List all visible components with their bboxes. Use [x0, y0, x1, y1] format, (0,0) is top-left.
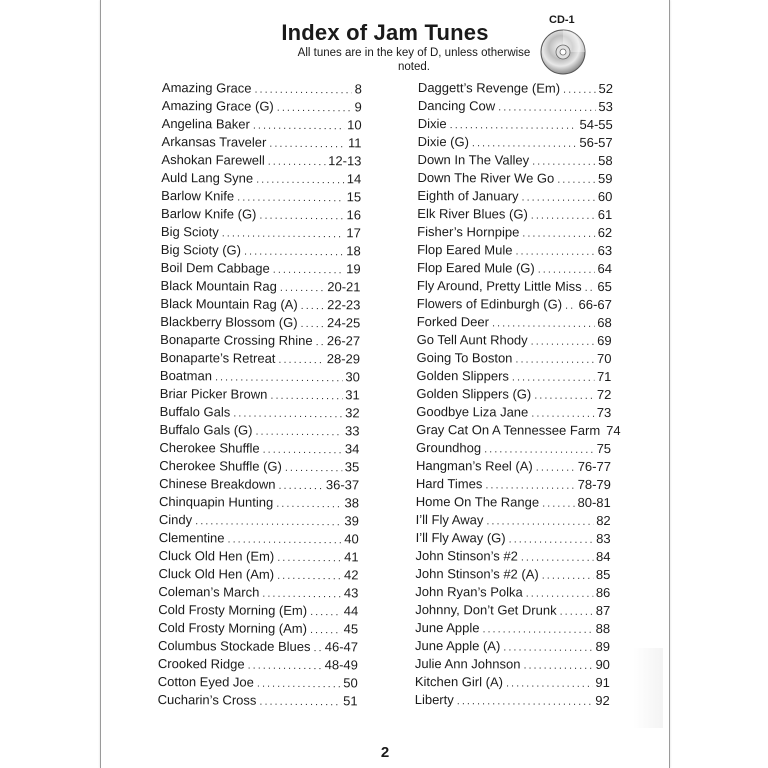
index-entry — [160, 385, 360, 404]
tune-title: Chinese Breakdown — [159, 475, 276, 492]
page-edge-shading — [633, 648, 663, 728]
index-entry — [159, 547, 359, 566]
tune-page-number: 42 — [344, 567, 359, 583]
dot-leader — [277, 567, 341, 585]
tune-title: Going To Boston — [416, 349, 513, 366]
index-entry — [161, 151, 361, 170]
dot-leader — [542, 567, 593, 585]
index-entry — [159, 511, 359, 530]
index-entry — [415, 655, 610, 674]
dot-leader — [310, 621, 341, 639]
index-entry — [416, 421, 621, 440]
tune-page-number: 80-81 — [577, 494, 611, 511]
tune-title: Amazing Grace — [161, 79, 252, 96]
tune-page-number: 90 — [595, 656, 610, 673]
tune-title: Golden Slippers (G) — [416, 385, 532, 402]
dot-leader — [301, 297, 325, 315]
index-entry — [161, 259, 361, 278]
dot-leader — [542, 495, 575, 513]
dot-leader — [484, 440, 594, 459]
tune-title: Black Mountain Rag (A) — [160, 295, 298, 312]
tune-page-number: 43 — [343, 585, 359, 601]
index-entry — [158, 637, 358, 656]
dot-leader — [227, 530, 341, 549]
tune-page-number: 60 — [597, 188, 613, 205]
index-entry — [415, 691, 610, 710]
index-entry — [417, 259, 612, 278]
tune-page-number: 41 — [344, 549, 359, 565]
tune-page-number: 10 — [347, 117, 362, 133]
index-entry — [158, 565, 358, 584]
tune-page-number: 58 — [598, 152, 613, 169]
tune-title: John Stinson’s #2 — [415, 547, 518, 564]
tune-title: Boil Dem Cabbage — [160, 259, 270, 276]
tune-title: Buffalo Gals (G) — [159, 421, 253, 438]
tune-title: Cherokee Shuffle — [159, 439, 260, 456]
index-entry — [416, 493, 611, 512]
tune-title: John Stinson’s #2 (A) — [415, 565, 539, 582]
tune-page-number: 51 — [343, 693, 358, 709]
tune-page-number: 63 — [597, 242, 613, 259]
tune-title: Amazing Grace (G) — [161, 97, 274, 114]
index-entry — [162, 97, 362, 116]
index-entry — [415, 565, 610, 584]
tune-title: Flop Eared Mule — [417, 241, 513, 258]
dot-leader — [557, 171, 595, 189]
index-entry — [158, 601, 358, 620]
dot-leader — [313, 639, 321, 657]
tune-page-number: 83 — [596, 530, 611, 547]
tune-page-number: 45 — [343, 621, 359, 637]
tune-title: Big Scioty (G) — [160, 241, 242, 258]
tune-page-number: 40 — [344, 531, 359, 547]
index-entry — [159, 457, 359, 476]
dot-leader — [585, 279, 595, 297]
index-entry — [416, 403, 611, 422]
index-entry — [158, 655, 358, 674]
dot-leader — [560, 603, 593, 621]
index-entry — [417, 205, 612, 224]
tune-page-number: 44 — [343, 603, 359, 619]
dot-leader — [269, 135, 345, 154]
index-entry — [416, 367, 611, 386]
tune-title: Boatman — [159, 367, 213, 384]
tune-page-number: 56-57 — [579, 134, 613, 151]
index-entry — [417, 277, 612, 296]
index-entry — [159, 439, 359, 458]
dot-leader — [482, 620, 592, 639]
tune-title: Hangman’s Reel (A) — [415, 457, 533, 474]
tune-title: Fly Around, Pretty Little Miss — [416, 277, 582, 294]
tune-page-number: 36-37 — [325, 477, 360, 493]
index-entry — [159, 493, 359, 512]
tune-page-number: 91 — [595, 674, 610, 691]
tune-title: I’ll Fly Away — [415, 511, 484, 528]
dot-leader — [492, 314, 594, 333]
tune-page-number: 84 — [595, 548, 611, 565]
index-entry — [158, 691, 358, 710]
tune-page-number: 33 — [345, 423, 360, 439]
tune-page-number: 14 — [346, 171, 362, 187]
tune-page-number: 17 — [346, 225, 361, 241]
tune-title: Black Mountain Rag — [160, 277, 277, 294]
dot-leader — [538, 261, 595, 279]
tune-page-number: 78-79 — [577, 476, 611, 493]
dot-leader — [268, 153, 326, 171]
tune-page-number: 69 — [597, 332, 612, 349]
index-entry — [161, 223, 361, 242]
tune-title: Arkansas Traveler — [161, 133, 267, 150]
tune-title: Go Tell Aunt Rhody — [416, 331, 528, 348]
tune-page-number: 70 — [597, 350, 612, 367]
book-page — [100, 0, 670, 768]
dot-leader — [503, 638, 592, 656]
dot-leader — [215, 368, 343, 387]
tune-page-number: 38 — [344, 495, 360, 511]
dot-leader — [237, 189, 344, 208]
tune-title: Big Scioty — [160, 223, 219, 240]
tune-title: Barlow Knife (G) — [161, 205, 257, 222]
dot-leader — [259, 693, 340, 712]
index-entry — [158, 673, 358, 692]
tune-title: Cherokee Shuffle (G) — [159, 457, 282, 474]
tune-page-number: 20-21 — [327, 279, 361, 295]
tune-page-number: 18 — [346, 243, 361, 259]
tune-page-number: 82 — [596, 512, 611, 529]
tune-title: Cold Frosty Morning (Am) — [158, 619, 308, 637]
page-number: 2 — [380, 744, 390, 761]
index-entry — [418, 133, 613, 152]
index-entry — [415, 637, 610, 656]
index-entry — [416, 475, 611, 494]
page-title: Index of Jam Tunes — [281, 20, 489, 45]
tune-page-number: 39 — [344, 513, 359, 529]
tune-title: Ashokan Farewell — [161, 151, 265, 168]
tune-page-number: 22-23 — [327, 297, 361, 313]
tune-title: Johnny, Don’t Get Drunk — [415, 601, 557, 618]
tune-page-number: 35 — [344, 459, 360, 475]
tune-page-number: 50 — [343, 675, 358, 691]
tune-title: Golden Slippers — [416, 367, 509, 384]
dot-leader — [522, 225, 594, 243]
tune-page-number: 68 — [597, 314, 612, 331]
index-entry — [161, 187, 361, 206]
dot-leader — [512, 368, 594, 386]
index-entry — [162, 115, 362, 134]
tune-page-number: 28-29 — [326, 351, 361, 367]
tune-title: Flop Eared Mule (G) — [416, 259, 535, 276]
dot-leader — [485, 476, 574, 494]
index-entry — [159, 529, 359, 548]
dot-leader — [255, 423, 342, 442]
index-entry — [159, 475, 359, 494]
tune-page-number: 54-55 — [579, 116, 613, 133]
tune-page-number: 66-67 — [578, 296, 612, 313]
index-entry — [161, 169, 361, 188]
tune-title: Blackberry Blossom (G) — [160, 313, 298, 330]
dot-leader — [532, 153, 595, 171]
tune-title: Cucharin’s Cross — [157, 691, 257, 708]
tune-title: Clementine — [158, 529, 225, 546]
dot-leader — [534, 387, 594, 405]
tune-page-number: 30 — [345, 369, 360, 385]
tune-title: Elk River Blues (G) — [417, 205, 528, 222]
dot-leader — [233, 405, 342, 424]
tune-page-number: 73 — [596, 404, 612, 421]
dot-leader — [254, 81, 351, 100]
tune-page-number: 88 — [595, 620, 611, 637]
dot-leader — [277, 549, 341, 567]
tune-title: Chinquapin Hunting — [158, 493, 274, 510]
index-entry — [160, 313, 360, 332]
tune-page-number: 31 — [345, 387, 360, 403]
dot-leader — [277, 99, 352, 118]
dot-leader — [457, 692, 593, 711]
tune-page-number: 9 — [354, 99, 362, 115]
dot-leader — [263, 441, 342, 460]
tune-title: Down The River We Go — [417, 169, 555, 186]
dot-leader — [278, 477, 323, 495]
tune-title: Down In The Valley — [417, 151, 530, 168]
dot-leader — [506, 674, 592, 692]
dot-leader — [257, 675, 341, 694]
index-entry — [417, 241, 612, 260]
index-entry — [418, 97, 613, 116]
index-entry — [162, 79, 362, 98]
tune-title: Liberty — [414, 691, 454, 708]
index-entry — [418, 79, 613, 98]
tune-title: Barlow Knife — [161, 187, 235, 204]
tune-title: Daggett’s Revenge (Em) — [417, 79, 561, 96]
tune-page-number: 24-25 — [327, 315, 361, 331]
dot-leader — [285, 459, 342, 477]
tune-page-number: 61 — [597, 206, 613, 223]
dot-leader — [486, 512, 593, 531]
dot-leader — [563, 81, 596, 99]
tune-page-number: 74 — [606, 422, 621, 439]
index-entry — [161, 241, 361, 260]
dot-leader — [515, 243, 594, 261]
tune-page-number: 53 — [598, 98, 613, 115]
tune-title: I’ll Fly Away (G) — [415, 529, 506, 546]
index-entry — [416, 511, 611, 530]
tune-page-number: 11 — [348, 135, 362, 151]
tune-title: Home On The Range — [415, 493, 540, 510]
tune-title: June Apple — [415, 619, 480, 636]
tune-title: Gray Cat On A Tennessee Farm — [416, 421, 601, 438]
tune-list-right — [414, 79, 621, 710]
tune-title: Forked Deer — [416, 313, 490, 330]
tune-page-number: 92 — [595, 692, 610, 709]
dot-leader — [273, 261, 344, 279]
index-entry — [416, 529, 611, 548]
index-entry — [417, 331, 612, 350]
index-entry — [415, 583, 610, 602]
index-entry — [415, 547, 610, 566]
tune-title: Dixie (G) — [417, 133, 469, 150]
index-entry — [417, 295, 612, 314]
tune-title: June Apple (A) — [414, 637, 501, 654]
tune-title: Cindy — [158, 511, 193, 528]
index-entry — [160, 295, 360, 314]
dot-leader — [278, 351, 323, 369]
tune-page-number: 72 — [596, 386, 612, 403]
dot-leader — [472, 134, 577, 153]
dot-leader — [531, 207, 595, 225]
dot-leader — [276, 495, 341, 513]
dot-leader — [248, 657, 322, 676]
tune-title: Cluck Old Hen (Am) — [158, 565, 275, 582]
tune-page-number: 71 — [596, 368, 612, 385]
dot-leader — [270, 387, 342, 406]
tune-title: Hard Times — [415, 475, 483, 492]
index-entry — [418, 151, 613, 170]
tune-title: Julie Ann Johnson — [414, 655, 521, 672]
dot-leader — [316, 333, 324, 351]
tune-title: Coleman’s March — [158, 583, 260, 600]
tune-title: Cotton Eyed Joe — [157, 673, 254, 690]
tune-title: Auld Lang Syne — [161, 169, 254, 186]
index-entry — [416, 439, 611, 458]
index-entry — [160, 403, 360, 422]
page-subtitle: All tunes are in the key of D, unless otherwise noted. — [297, 47, 531, 73]
dot-leader — [565, 297, 576, 315]
tune-title: Briar Picker Brown — [159, 385, 268, 402]
tune-page-number: 89 — [595, 638, 611, 655]
index-entry — [415, 601, 610, 620]
index-entry — [417, 187, 612, 206]
tune-title: Crooked Ridge — [157, 655, 245, 672]
index-entry — [418, 115, 613, 134]
index-entry — [160, 349, 360, 368]
compact-disc-icon — [539, 28, 587, 76]
dot-leader — [450, 116, 577, 135]
tune-title: Fisher’s Hornpipe — [417, 223, 520, 240]
tune-page-number: 46-47 — [324, 639, 359, 655]
tune-title: John Ryan’s Polka — [415, 583, 523, 600]
tune-page-number: 8 — [354, 81, 362, 97]
index-entry — [158, 583, 358, 602]
tune-title: Kitchen Girl (A) — [414, 673, 504, 690]
tune-title: Bonaparte’s Retreat — [160, 349, 276, 366]
tune-title: Angelina Baker — [161, 115, 250, 132]
tune-page-number: 75 — [596, 440, 612, 457]
tune-page-number: 12-13 — [328, 153, 362, 169]
tune-title: Cold Frosty Morning (Em) — [158, 601, 308, 619]
index-entry — [417, 223, 612, 242]
tune-page-number: 59 — [597, 170, 613, 187]
index-entry — [417, 313, 612, 332]
dot-leader — [259, 207, 343, 226]
tune-title: Buffalo Gals — [159, 403, 231, 420]
dot-leader — [262, 585, 341, 604]
tune-page-number: 15 — [346, 189, 362, 205]
index-entry — [416, 349, 611, 368]
dot-leader — [300, 315, 324, 333]
tune-page-number: 85 — [595, 566, 611, 583]
index-entry — [417, 169, 612, 188]
tune-page-number: 26-27 — [326, 333, 361, 349]
tune-title: Cluck Old Hen (Em) — [158, 547, 275, 564]
tune-title: Groundhog — [416, 439, 482, 456]
index-entry — [161, 205, 361, 224]
dot-leader — [244, 243, 343, 262]
dot-leader — [522, 189, 595, 207]
tune-title: Columbus Stockade Blues — [157, 637, 311, 655]
tune-title: Eighth of January — [417, 187, 519, 204]
index-entry — [416, 457, 611, 476]
dot-leader — [536, 459, 575, 477]
tune-title: Dancing Cow — [417, 97, 496, 114]
dot-leader — [498, 98, 595, 117]
dot-leader — [310, 603, 341, 621]
dot-leader — [256, 171, 344, 190]
index-entry — [416, 385, 611, 404]
tune-page-number: 62 — [597, 224, 613, 241]
index-entry — [160, 331, 360, 350]
tune-title: Flowers of Edinburgh (G) — [416, 295, 563, 312]
tune-list-left — [158, 79, 362, 710]
tune-title: Dixie — [417, 115, 447, 132]
tune-page-number: 76-77 — [577, 458, 612, 475]
dot-leader — [515, 351, 594, 369]
dot-leader — [280, 279, 325, 297]
dot-leader — [222, 224, 344, 243]
index-entry — [160, 277, 360, 296]
index-entry — [160, 367, 360, 386]
tune-title: Bonaparte Crossing Rhine — [160, 331, 313, 349]
index-entry — [161, 133, 361, 152]
index-entry — [415, 619, 610, 638]
tune-page-number: 34 — [344, 441, 360, 457]
tune-page-number: 48-49 — [324, 657, 358, 673]
dot-leader — [523, 657, 592, 675]
tune-title: Goodbye Liza Jane — [416, 403, 529, 420]
tune-page-number: 86 — [595, 584, 611, 601]
tune-page-number: 65 — [597, 278, 612, 295]
dot-leader — [526, 585, 593, 603]
cd-label: CD-1 — [549, 14, 575, 26]
tune-page-number: 64 — [597, 260, 613, 277]
dot-leader — [521, 549, 593, 567]
tune-page-number: 16 — [346, 207, 362, 223]
tune-page-number: 19 — [346, 261, 361, 277]
dot-leader — [531, 333, 595, 351]
tune-page-number: 87 — [595, 602, 611, 619]
index-entry — [158, 619, 358, 638]
tune-page-number: 52 — [598, 80, 613, 97]
tune-page-number: 32 — [345, 405, 360, 421]
index-entry — [415, 673, 610, 692]
dot-leader — [531, 405, 594, 423]
dot-leader — [253, 117, 344, 136]
dot-leader — [509, 530, 594, 548]
index-entry — [159, 421, 359, 440]
